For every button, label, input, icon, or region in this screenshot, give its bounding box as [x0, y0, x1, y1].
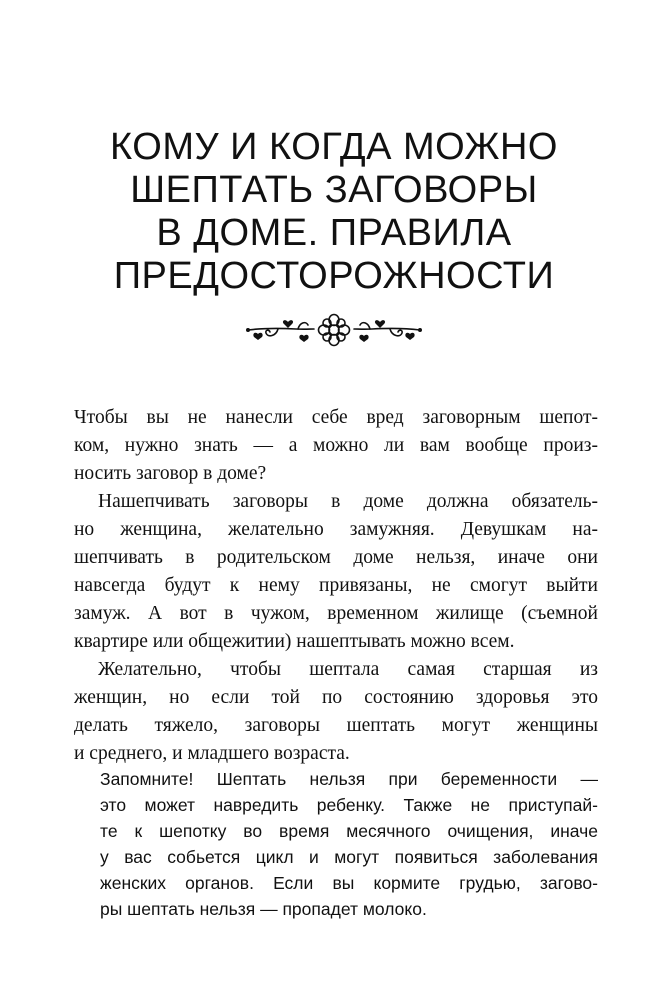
text-line: шепчивать в родительском доме нельзя, иначе они	[74, 547, 598, 568]
chapter-title-line: ПРЕДОСТОРОЖНОСТИ	[113, 255, 555, 297]
floral-divider-icon	[244, 312, 424, 352]
paragraph	[74, 488, 598, 656]
text-line: носить заговор в доме?	[74, 463, 267, 484]
text-line: женщин, но если той по состоянию здоровья это	[74, 687, 598, 708]
text-line: ком, нужно знать — а можно ли вам вообще произ-	[74, 435, 598, 456]
text-line: делать тяжело, заговоры шептать могут женщины	[74, 715, 598, 736]
chapter-title	[60, 126, 608, 298]
text-line: Нашепчивать заговоры в доме должна обязатель-	[98, 491, 598, 512]
chapter-title-line: В ДОМЕ. ПРАВИЛА	[156, 212, 512, 254]
text-line: но женщина, желательно замужняя. Девушкам на-	[74, 519, 598, 540]
body-text	[74, 404, 598, 768]
note-line: Запомните! Шептать нельзя при беременности —	[100, 769, 598, 789]
text-line: квартире или общежитии) нашептывать можно всем.	[74, 631, 515, 652]
note-box	[100, 766, 598, 922]
note-line: женских органов. Если вы кормите грудью, загово-	[100, 873, 598, 893]
chapter-title-line: КОМУ И КОГДА МОЖНО	[110, 126, 558, 168]
text-line: Чтобы вы не нанесли себе вред заговорным шепот-	[74, 407, 598, 428]
note-line: у вас собьется цикл и могут появиться заболевания	[100, 847, 598, 867]
chapter-title-line: ШЕПТАТЬ ЗАГОВОРЫ	[130, 169, 538, 211]
text-line: и среднего, и младшего возраста.	[74, 743, 350, 764]
note-line: те к шепотку во время месячного очищения, иначе	[100, 821, 598, 841]
note-line: ры шептать нельзя — пропадет молоко.	[100, 899, 427, 919]
note-line: это может навредить ребенку. Также не приступай-	[100, 795, 598, 815]
paragraph	[74, 656, 598, 768]
text-line: Желательно, чтобы шептала самая старшая из	[98, 659, 598, 680]
text-line: замуж. А вот в чужом, временном жилище (съемной	[74, 603, 598, 624]
paragraph	[74, 404, 598, 488]
text-line: навсегда будут к нему привязаны, не смогут выйти	[74, 575, 598, 596]
